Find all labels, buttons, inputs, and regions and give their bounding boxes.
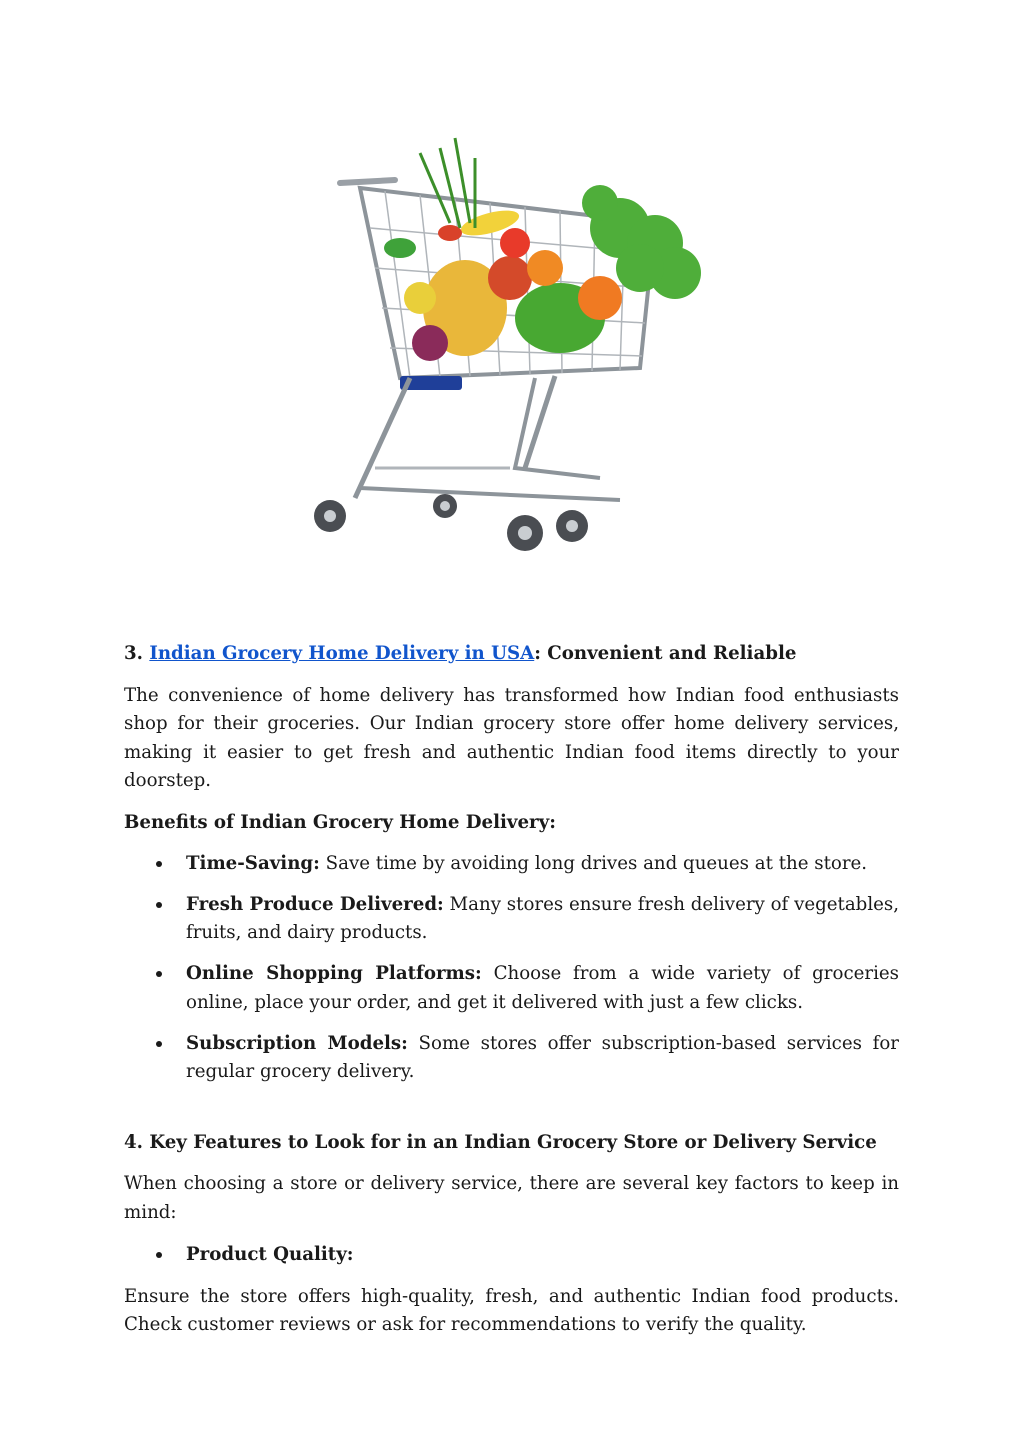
benefits-list — [124, 850, 899, 1087]
grocery-cart-image — [300, 128, 725, 578]
section-3-number: 3. — [124, 643, 150, 664]
section-4-intro: When choosing a store or delivery service, there are several key factors to keep in mind: — [124, 1173, 899, 1223]
benefits-heading: Benefits of Indian Grocery Home Delivery: — [124, 811, 556, 833]
section-4-heading: 4. Key Features to Look for in an Indian Grocery Store or Delivery Service — [124, 1131, 877, 1153]
benefit-text: Some stores offer subscription-based services for regular grocery delivery. — [186, 1032, 899, 1082]
bullet-icon — [156, 1041, 162, 1047]
benefit-label: Time-Saving: — [186, 852, 320, 874]
benefit-label: Subscription Models: — [186, 1032, 408, 1054]
list-item — [124, 1241, 899, 1270]
bullet-icon — [156, 861, 162, 867]
feature-label: Product Quality: — [186, 1244, 354, 1265]
benefit-text: Many stores ensure fresh delivery of vegetables, fruits, and dairy products. — [186, 893, 900, 943]
bullet-icon — [156, 971, 162, 977]
bullet-icon — [156, 1252, 162, 1258]
benefit-label: Fresh Produce Delivered: — [186, 893, 444, 915]
list-item — [124, 850, 899, 879]
benefit-text: Choose from a wide variety of groceries online, place your order, and get it delivered with just a few clicks. — [186, 963, 900, 1013]
benefit-label: Online Shopping Platforms: — [186, 963, 482, 984]
list-item — [124, 1030, 899, 1087]
section-3-intro: The convenience of home delivery has transformed how Indian food enthusiasts shop for their groceries. Our Indian grocery store offer home delivery services, making it easier to get fresh and authentic Indian food items directly to your doorstep. — [124, 684, 899, 791]
list-item — [124, 960, 899, 1017]
section-spacer — [124, 1087, 899, 1129]
section-3-heading — [124, 640, 899, 669]
product-quality-paragraph: Ensure the store offers high-quality, fresh, and authentic Indian food products. Check customer reviews or ask for recommendations to verify the quality. — [124, 1285, 899, 1335]
indian-grocery-home-delivery-link[interactable]: Indian Grocery Home Delivery in USA — [149, 643, 535, 664]
shopping-cart-icon — [300, 128, 725, 578]
section-3-title-rest: : Convenient and Reliable — [534, 643, 797, 664]
benefit-text: Save time by avoiding long drives and queues at the store. — [319, 852, 868, 874]
features-list — [124, 1241, 899, 1270]
list-item — [124, 891, 899, 948]
article-body — [124, 640, 899, 1340]
bullet-icon — [156, 902, 162, 908]
